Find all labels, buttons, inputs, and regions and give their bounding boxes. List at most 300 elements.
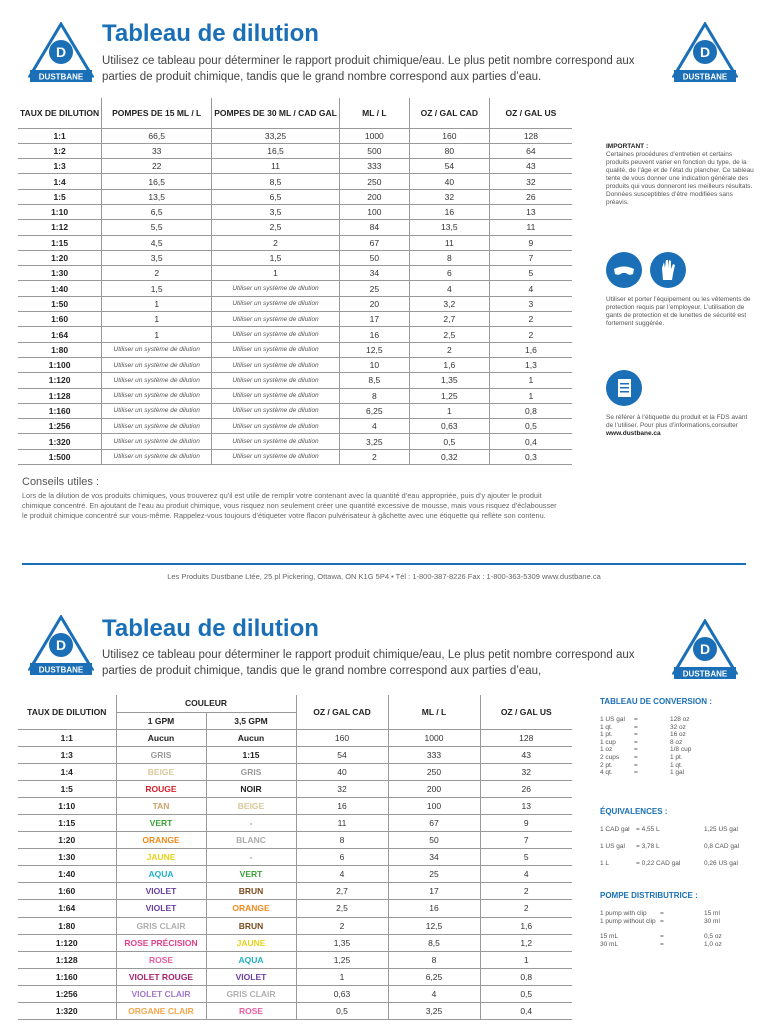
conversion-row-value: 1 qt.: [670, 761, 683, 769]
table-cell: 1,3: [489, 357, 572, 372]
conversion-row: [600, 769, 691, 777]
table-cell: 1:30: [18, 849, 116, 866]
color-cell: Aucun: [116, 729, 206, 746]
table-cell: 0,8: [489, 403, 572, 418]
color-cell: GRIS CLAIR: [206, 985, 296, 1002]
dustbane-logo: [28, 615, 94, 677]
table-cell: 1:20: [18, 832, 116, 849]
table-cell: Utiliser un système de dilution: [212, 403, 340, 418]
table-cell: 1:128: [18, 388, 102, 403]
pump-list: [600, 910, 722, 949]
table-cell: 12,5: [388, 917, 480, 934]
tips-text: Lors de la dilution de vos produits chimiques, vous trouverez qu’il est utile de remplir votre contenant avec la quantité d’eau appropriée, puis d’y ajouter le produit chimique concentré. En ajoutant de l’eau au produit chimique, vous risquez non seulement créer une quantité excessive de mousse, mais vous risquez d’éclabousser le produit chimique concentré sur vous-même. Rappelez-vous toujours d’étiqueter votre flacon pulvérisateur à gâchette avec une étiquette qui reflète son contenu.: [22, 491, 557, 520]
table-cell: 2: [212, 235, 340, 250]
table-cell: Utiliser un système de dilution: [212, 373, 340, 388]
color-cell: ROSE: [116, 951, 206, 968]
table-cell: 2: [489, 312, 572, 327]
table-row: [18, 357, 572, 372]
conversion-row-value: =: [634, 716, 638, 723]
table-cell: 16: [296, 797, 388, 814]
table-cell: 250: [388, 763, 480, 780]
table-row: [18, 832, 572, 849]
pump-row-value: 0,5 oz: [704, 933, 722, 940]
equivalence-row-value: = 0,22 CAD gal: [636, 860, 681, 867]
table-cell: 1: [409, 403, 489, 418]
table-cell: 3,25: [388, 1003, 480, 1020]
table-row: [18, 434, 572, 449]
table-cell: 4: [409, 281, 489, 296]
table-cell: 12,5: [339, 342, 409, 357]
svg-text:D: D: [699, 44, 711, 60]
table-cell: Utiliser un système de dilution: [212, 357, 340, 372]
conversion-row-value: =: [634, 738, 638, 746]
conversion-row-value: =: [634, 769, 638, 777]
table-cell: 1000: [339, 128, 409, 143]
table-cell: 1:40: [18, 866, 116, 883]
table-cell: Utiliser un système de dilution: [212, 419, 340, 434]
table-cell: 0,4: [489, 434, 572, 449]
conversion-row-value: 2 pt.: [600, 761, 613, 769]
header-taux: TAUX DE DILUTION: [18, 695, 116, 729]
pump-row-value: =: [660, 941, 664, 948]
svg-text:DUSTBANE: DUSTBANE: [38, 72, 84, 82]
pump-row-value: 1 pump without clip: [600, 918, 656, 925]
table-cell: 43: [480, 746, 572, 763]
dilution-table: [18, 98, 572, 465]
table-row: [18, 235, 572, 250]
table-cell: 1:5: [18, 189, 102, 204]
conversion-row-value: =: [634, 746, 638, 754]
table-cell: 200: [388, 780, 480, 797]
table-cell: 54: [296, 746, 388, 763]
color-cell: ORANGE: [206, 900, 296, 917]
table-cell: 1:60: [18, 312, 102, 327]
table-row: [18, 327, 572, 342]
svg-text:D: D: [55, 637, 67, 653]
table-cell: 34: [339, 266, 409, 281]
table-cell: 500: [339, 143, 409, 158]
table-cell: Utiliser un système de dilution: [212, 296, 340, 311]
table-cell: 6,5: [212, 189, 340, 204]
table-cell: 1:3: [18, 746, 116, 763]
table-cell: 17: [339, 312, 409, 327]
table-cell: 1: [102, 296, 212, 311]
table-cell: 6,25: [339, 403, 409, 418]
table-cell: 1: [480, 951, 572, 968]
table-cell: 11: [212, 159, 340, 174]
table-cell: 128: [489, 128, 572, 143]
table-cell: 43: [489, 159, 572, 174]
table-cell: 5: [489, 266, 572, 281]
important-title: IMPORTANT :: [606, 143, 649, 150]
table-row: [18, 281, 572, 296]
pump-row-value: 30 mL: [600, 941, 619, 948]
table-cell: Utiliser un système de dilution: [102, 449, 212, 464]
table-cell: 16,5: [212, 143, 340, 158]
table-cell: 8: [296, 832, 388, 849]
table-cell: Utiliser un système de dilution: [102, 403, 212, 418]
sds-note: [606, 414, 756, 438]
table-cell: 4: [480, 866, 572, 883]
table-cell: 1000: [388, 729, 480, 746]
gloves-icon: [650, 252, 686, 288]
table-row: [18, 780, 572, 797]
table-cell: 3,25: [339, 434, 409, 449]
table-cell: 2,5: [409, 327, 489, 342]
conversion-row-value: 1 US gal: [600, 716, 625, 723]
table-cell: 34: [388, 849, 480, 866]
svg-text:DUSTBANE: DUSTBANE: [38, 665, 84, 675]
header-35gpm: 3,5 GPM: [206, 712, 296, 729]
conversion-row: [600, 731, 691, 739]
table-cell: 8: [339, 388, 409, 403]
table-cell: 16: [339, 327, 409, 342]
table-row: [18, 968, 572, 985]
pump-row: [600, 941, 722, 949]
color-cell: -: [206, 814, 296, 831]
intro-text: Utilisez ce tableau pour déterminer le rapport produit chimique/eau. Le plus petit nombre correspond aux parties de produit chimique, tandis que le grand nombre correspond aux parties d’eau.: [102, 55, 635, 83]
table-cell: 0,63: [296, 985, 388, 1002]
table-cell: 1:50: [18, 296, 102, 311]
table-cell: 50: [388, 832, 480, 849]
table-cell: 2: [409, 342, 489, 357]
table-cell: 2,5: [296, 900, 388, 917]
table-cell: 1,2: [480, 934, 572, 951]
conversion-row: [600, 724, 691, 732]
color-cell: VIOLET: [206, 968, 296, 985]
conversion-row-value: 2 cups: [600, 753, 620, 761]
table-cell: 13: [480, 797, 572, 814]
table-row: [18, 388, 572, 403]
table-cell: 1:15: [18, 235, 102, 250]
table-cell: 0,5: [480, 985, 572, 1002]
svg-text:D: D: [699, 641, 711, 657]
table-cell: 1:40: [18, 281, 102, 296]
table-cell: 2,5: [212, 220, 340, 235]
table-cell: 160: [296, 729, 388, 746]
table-cell: 1:5: [18, 780, 116, 797]
dustbane-logo: [672, 22, 738, 84]
table-cell: 16,5: [102, 174, 212, 189]
table-cell: Utiliser un système de dilution: [212, 312, 340, 327]
color-cell: JAUNE: [206, 934, 296, 951]
equivalence-row-value: 1,25 US gal: [704, 826, 738, 833]
table-cell: Utiliser un système de dilution: [102, 388, 212, 403]
table-row: [18, 951, 572, 968]
table-cell: 6: [296, 849, 388, 866]
table-cell: 1: [102, 327, 212, 342]
table-cell: 16: [409, 204, 489, 219]
conversion-row-value: =: [634, 753, 638, 761]
table-cell: 200: [339, 189, 409, 204]
table-cell: 13,5: [409, 220, 489, 235]
table-cell: 2: [489, 327, 572, 342]
table-cell: 1:2: [18, 143, 102, 158]
equivalences-title: ÉQUIVALENCES :: [600, 807, 668, 816]
table-cell: 0,4: [480, 1003, 572, 1020]
page-title: Tableau de dilution: [102, 20, 319, 47]
color-cell: BEIGE: [206, 797, 296, 814]
conversion-row: [600, 762, 691, 770]
table-cell: 1:3: [18, 159, 102, 174]
table-cell: 20: [339, 296, 409, 311]
color-cell: VERT: [116, 814, 206, 831]
conversion-row-value: 1 qt.: [600, 723, 613, 731]
pump-row-value: 15 mL: [600, 933, 619, 940]
page-title-2: Tableau de dilution: [102, 615, 319, 642]
pump-row: [600, 910, 722, 918]
table-cell: 67: [339, 235, 409, 250]
table-row: [18, 128, 572, 143]
color-cell: -: [206, 849, 296, 866]
pump-row-value: 1 pump with clip: [600, 910, 647, 917]
header-ml-l: ML / L: [339, 98, 409, 128]
table-cell: 1:20: [18, 250, 102, 265]
table-cell: 128: [480, 729, 572, 746]
color-cell: Aucun: [206, 729, 296, 746]
intro-text-2: Utilisez ce tableau pour déterminer le rapport produit chimique/eau, Le plus petit nombre correspond aux parties de produit chimique, tandis que le grand nombre correspond aux parties d’eau,: [102, 649, 635, 677]
table-cell: 25: [388, 866, 480, 883]
color-cell: AQUA: [116, 866, 206, 883]
table-cell: 8: [388, 951, 480, 968]
color-cell: AQUA: [206, 951, 296, 968]
color-cell: ROSE PRÉCISION: [116, 934, 206, 951]
table-row: [18, 403, 572, 418]
table-cell: 8,5: [388, 934, 480, 951]
table-cell: 1,25: [296, 951, 388, 968]
table-cell: Utiliser un système de dilution: [212, 342, 340, 357]
table-cell: 333: [339, 159, 409, 174]
table-cell: 1:256: [18, 985, 116, 1002]
header-pompes-15: POMPES DE 15 ML / L: [102, 98, 212, 128]
table-cell: 22: [102, 159, 212, 174]
equivalence-row: [600, 826, 739, 833]
table-cell: 1:10: [18, 797, 116, 814]
table-row: [18, 159, 572, 174]
table-cell: 33: [102, 143, 212, 158]
table-cell: 0,5: [489, 419, 572, 434]
table-cell: 0,63: [409, 419, 489, 434]
table-cell: 66,5: [102, 128, 212, 143]
table-row: [18, 312, 572, 327]
color-cell: GRIS: [116, 746, 206, 763]
table-cell: 10: [339, 357, 409, 372]
color-cell: NOIR: [206, 780, 296, 797]
pump-row: [600, 918, 722, 926]
table-cell: 0,8: [480, 968, 572, 985]
header-couleur: COULEUR: [116, 695, 296, 712]
equivalence-row-value: 0,8 CAD gal: [704, 843, 740, 850]
table-cell: 100: [388, 797, 480, 814]
pump-row-value: =: [660, 910, 664, 917]
table-cell: 84: [339, 220, 409, 235]
table-cell: 100: [339, 204, 409, 219]
table-row: [18, 814, 572, 831]
table-cell: 1,5: [212, 250, 340, 265]
table-cell: 1:128: [18, 951, 116, 968]
color-cell: TAN: [116, 797, 206, 814]
table-cell: 1,35: [409, 373, 489, 388]
table-cell: Utiliser un système de dilution: [212, 449, 340, 464]
pump-row-value: =: [660, 918, 664, 925]
table-cell: 8: [409, 250, 489, 265]
table-cell: 67: [388, 814, 480, 831]
table-cell: 8,5: [212, 174, 340, 189]
table-cell: 4: [489, 281, 572, 296]
table-cell: 11: [489, 220, 572, 235]
equivalence-row: [600, 860, 739, 867]
conversion-row-value: =: [634, 761, 638, 769]
table-cell: 1,6: [409, 357, 489, 372]
table-cell: 32: [409, 189, 489, 204]
table-cell: 32: [480, 763, 572, 780]
table-cell: 32: [489, 174, 572, 189]
table-cell: 4: [339, 419, 409, 434]
important-note: [606, 143, 756, 207]
table-cell: 9: [480, 814, 572, 831]
conversion-row: [600, 716, 691, 724]
table-cell: 1:320: [18, 1003, 116, 1020]
color-cell: ROSE: [206, 1003, 296, 1020]
table-cell: 9: [489, 235, 572, 250]
color-cell: GRIS: [206, 763, 296, 780]
conversion-row: [600, 754, 691, 762]
table-cell: 3: [489, 296, 572, 311]
color-cell: VIOLET CLAIR: [116, 985, 206, 1002]
table-cell: 1:160: [18, 403, 102, 418]
table-cell: 7: [489, 250, 572, 265]
table-cell: 4: [296, 866, 388, 883]
conversion-row-value: 1 pt.: [600, 731, 613, 739]
table-row: [18, 204, 572, 219]
dustbane-logo: [672, 619, 738, 681]
table-cell: 1: [212, 266, 340, 281]
color-cell: ROUGE: [116, 780, 206, 797]
conversion-row-value: 1 pt.: [670, 753, 683, 761]
table-cell: 1:64: [18, 900, 116, 917]
table-cell: 4,5: [102, 235, 212, 250]
table-cell: 1:1: [18, 729, 116, 746]
table-cell: Utiliser un système de dilution: [102, 357, 212, 372]
equivalence-row-value: 0,26 US gal: [704, 860, 738, 867]
table-cell: 1:12: [18, 220, 102, 235]
header-oz-cad: OZ / GAL CAD: [296, 695, 388, 729]
table-cell: Utiliser un système de dilution: [212, 434, 340, 449]
table-row: [18, 917, 572, 934]
table-row: [18, 746, 572, 763]
table-cell: 1: [489, 373, 572, 388]
table-cell: 333: [388, 746, 480, 763]
table-cell: 3,5: [212, 204, 340, 219]
header-1gpm: 1 GPM: [116, 712, 206, 729]
conversion-title: TABLEAU DE CONVERSION :: [600, 697, 712, 706]
conversion-row-value: 4 qt.: [600, 769, 613, 777]
table-cell: 6,5: [102, 204, 212, 219]
table-row: [18, 373, 572, 388]
table-cell: 5,5: [102, 220, 212, 235]
equivalence-row-value: 1 US gal: [600, 843, 625, 850]
table-cell: 1,35: [296, 934, 388, 951]
header-pompes-30: POMPES DE 30 ML / CAD GAL: [212, 98, 340, 128]
table-row: [18, 849, 572, 866]
conversion-row-value: =: [634, 723, 638, 731]
conversion-table: [600, 716, 691, 777]
table-cell: 2: [480, 900, 572, 917]
table-cell: 1: [296, 968, 388, 985]
table-cell: 6: [409, 266, 489, 281]
table-cell: 13: [489, 204, 572, 219]
color-cell: ORGANE CLAIR: [116, 1003, 206, 1020]
header-oz-us: OZ / GAL US: [489, 98, 572, 128]
table-cell: Utiliser un système de dilution: [102, 419, 212, 434]
table-row: [18, 220, 572, 235]
pump-row-value: 1,0 oz: [704, 941, 722, 948]
table-cell: Utiliser un système de dilution: [212, 388, 340, 403]
table-row: [18, 866, 572, 883]
table-cell: 250: [339, 174, 409, 189]
table-cell: 1:160: [18, 968, 116, 985]
table-cell: 160: [409, 128, 489, 143]
table-cell: 1,6: [489, 342, 572, 357]
table-cell: 0,5: [296, 1003, 388, 1020]
pump-row-value: 30 ml: [704, 918, 720, 925]
equivalence-row-value: = 3,78 L: [636, 843, 660, 850]
dustbane-logo: [28, 22, 94, 84]
table-cell: 16: [388, 900, 480, 917]
table-cell: 1:30: [18, 266, 102, 281]
color-cell: BRUN: [206, 917, 296, 934]
color-cell: GRIS CLAIR: [116, 917, 206, 934]
table-row: [18, 900, 572, 917]
table-cell: 1:4: [18, 174, 102, 189]
table-cell: 40: [296, 763, 388, 780]
table-row: [18, 342, 572, 357]
table-cell: 26: [480, 780, 572, 797]
color-cell: BRUN: [206, 883, 296, 900]
website-link[interactable]: www.dustbane.ca: [606, 430, 661, 437]
svg-text:DUSTBANE: DUSTBANE: [682, 669, 728, 679]
important-text: Certaines procédures d’entretien et certains produits peuvent varier en fonction du type, de la qualité, de l’âge et de l’état du plancher. Ce tableau tente de vous donner une indication générale des produits qui vous donneront les meilleurs résultats. Données susceptibles d’être modifiées sans préavis.: [606, 151, 754, 206]
table-cell: 13,5: [102, 189, 212, 204]
table-cell: 1:15: [18, 814, 116, 831]
pump-row-value: 15 ml: [704, 910, 720, 917]
table-row: [18, 143, 572, 158]
table-cell: 1: [489, 388, 572, 403]
conversion-row-value: 128 oz: [670, 716, 690, 723]
table-cell: 1: [102, 312, 212, 327]
table-cell: 2: [480, 883, 572, 900]
table-row: [18, 296, 572, 311]
color-cell: VIOLET: [116, 900, 206, 917]
table-row: [18, 419, 572, 434]
equivalences-list: [600, 826, 739, 877]
equivalence-row-value: 1 CAD gal: [600, 826, 630, 833]
table-cell: 2,7: [409, 312, 489, 327]
table-cell: 25: [339, 281, 409, 296]
table-cell: 1:80: [18, 342, 102, 357]
table-cell: 3,5: [102, 250, 212, 265]
table-row: [18, 449, 572, 464]
equivalence-row-value: 1 L: [600, 860, 610, 867]
table-cell: 4: [388, 985, 480, 1002]
table-cell: 1:4: [18, 763, 116, 780]
color-cell: VIOLET ROUGE: [116, 968, 206, 985]
table-cell: 40: [409, 174, 489, 189]
svg-text:DUSTBANE: DUSTBANE: [682, 72, 728, 82]
table-cell: 32: [296, 780, 388, 797]
color-cell: 1:15: [206, 746, 296, 763]
table-cell: Utiliser un système de dilution: [102, 373, 212, 388]
